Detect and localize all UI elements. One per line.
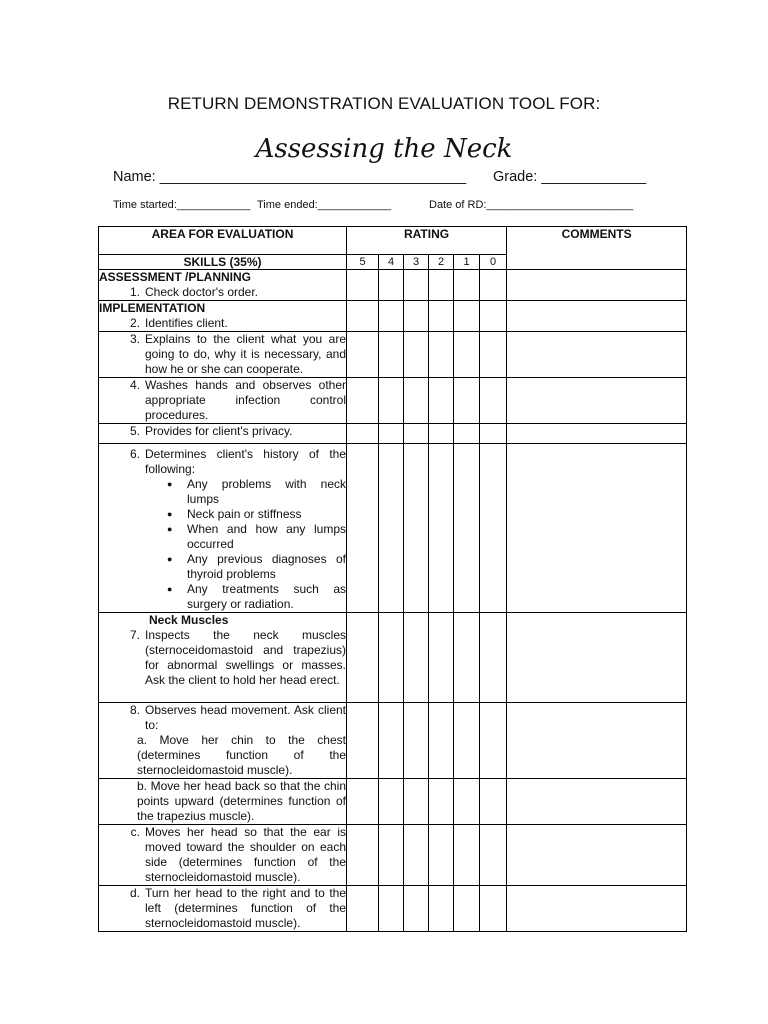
- rating-cell: [379, 301, 404, 332]
- rating-cell: [454, 703, 480, 779]
- rating-cell: [347, 779, 379, 825]
- rating-cell: [429, 779, 454, 825]
- rating-cell: [429, 886, 454, 932]
- table-row: [99, 703, 687, 779]
- rating-cell: [480, 424, 507, 444]
- rating-cell: [429, 378, 454, 424]
- rating-5: 5: [347, 255, 379, 270]
- item-8d-text: Turn her head to the right and to the left (determines function of the sternocleidomastoid muscle).: [145, 886, 346, 930]
- date-of-rd-label: Date of RD:________________________: [429, 199, 634, 211]
- table-row: [99, 378, 687, 424]
- item-7-text: Inspects the neck muscles (sternoceidomastoid and trapezius) for abnormal swellings or masses. Ask the client to hold her head erect.: [145, 628, 346, 687]
- row-item-8: 8. Observes head movement. Ask client to: a. Move her chin to the chest (determines function of the sternocleidomastoid muscle).: [99, 703, 347, 779]
- row-item-6: 6. Determines client's history of the following: ● Any problems with neck lumps ● Neck pain or stiffness ● When and how any lumps occurred ● Any previous diagnoses of thyroid problems ● Any treatments such as surgery or radiation.: [99, 444, 347, 613]
- list-item: ● Any treatments such as surgery or radiation.: [167, 582, 346, 612]
- rating-cell: [480, 779, 507, 825]
- rating-cell: [454, 332, 480, 378]
- table-row: [99, 332, 687, 378]
- rating-cell: [404, 424, 429, 444]
- comments-header: COMMENTS: [507, 227, 687, 270]
- rating-cell: [379, 270, 404, 301]
- rating-cell: [379, 332, 404, 378]
- area-header: AREA FOR EVALUATION: [99, 227, 347, 255]
- rating-cell: [404, 825, 429, 886]
- rating-cell: [347, 301, 379, 332]
- rating-cell: [480, 886, 507, 932]
- row-item-5: 5. Provides for client's privacy.: [99, 424, 347, 444]
- rating-cell: [404, 301, 429, 332]
- table-row: [99, 424, 687, 444]
- rating-cell: [404, 779, 429, 825]
- rating-cell: [404, 332, 429, 378]
- rating-cell: [507, 613, 687, 703]
- rating-cell: [480, 613, 507, 703]
- rating-cell: [347, 444, 379, 613]
- table-row: [99, 301, 687, 332]
- rating-cell: [429, 825, 454, 886]
- rating-4: 4: [379, 255, 404, 270]
- rating-cell: [379, 378, 404, 424]
- rating-cell: [404, 613, 429, 703]
- list-item: ● Any previous diagnoses of thyroid problems: [167, 552, 346, 582]
- rating-cell: [454, 424, 480, 444]
- rating-cell: [347, 886, 379, 932]
- rating-cell: [454, 270, 480, 301]
- row-item-7: Neck Muscles 7. Inspects the neck muscles (sternoceidomastoid and trapezius) for abnormal swellings or masses. Ask the client to hold her head erect.: [99, 613, 347, 703]
- table-row: [99, 886, 687, 932]
- section-neck-muscles: Neck Muscles: [149, 613, 229, 627]
- rating-cell: [347, 332, 379, 378]
- rating-cell: [507, 444, 687, 613]
- section-assessment: ASSESSMENT /PLANNING: [99, 270, 252, 284]
- rating-cell: [347, 378, 379, 424]
- rating-cell: [507, 301, 687, 332]
- name-field-label: Name: ______________________________________: [113, 169, 467, 185]
- row-item-8d: d. Turn her head to the right and to the left (determines function of the sternocleidomastoid muscle).: [99, 886, 347, 932]
- rating-cell: [429, 332, 454, 378]
- rating-cell: [454, 886, 480, 932]
- row-item-8b: [99, 779, 347, 825]
- row-item-4: 4. Washes hands and observes other appropriate infection control procedures.: [99, 378, 347, 424]
- document-title: RETURN DEMONSTRATION EVALUATION TOOL FOR:: [167, 94, 601, 113]
- item-6-bullets: [99, 477, 346, 612]
- rating-cell: [429, 613, 454, 703]
- rating-cell: [507, 424, 687, 444]
- rating-cell: [480, 703, 507, 779]
- rating-cell: [480, 270, 507, 301]
- item-8a-text: a. Move her chin to the chest (determines function of the sternocleidomastoid muscle).: [137, 733, 346, 777]
- item-1-text: Check doctor's order.: [145, 285, 259, 299]
- rating-cell: [379, 703, 404, 779]
- rating-cell: [429, 703, 454, 779]
- rating-cell: [379, 779, 404, 825]
- rating-cell: [347, 703, 379, 779]
- table-row: [99, 779, 687, 825]
- list-item: ● Neck pain or stiffness: [167, 507, 346, 522]
- rating-cell: [404, 378, 429, 424]
- rating-cell: [347, 424, 379, 444]
- item-8b-text: b. Move her head back so that the chin points upward (determines function of the trapezius muscle).: [137, 779, 346, 823]
- rating-cell: [454, 301, 480, 332]
- rating-cell: [379, 613, 404, 703]
- rating-cell: [404, 886, 429, 932]
- table-header-row: [99, 227, 687, 255]
- rating-cell: [379, 886, 404, 932]
- rating-cell: [454, 378, 480, 424]
- row-item-1: ASSESSMENT /PLANNING 1. Check doctor's order.: [99, 270, 347, 301]
- rating-cell: [507, 886, 687, 932]
- item-8-text: Observes head movement. Ask client to:: [145, 703, 346, 732]
- rating-cell: [404, 703, 429, 779]
- table-row: [99, 613, 687, 703]
- rating-cell: [480, 378, 507, 424]
- section-implementation: IMPLEMENTATION: [99, 301, 206, 315]
- rating-cell: [454, 779, 480, 825]
- rating-cell: [480, 825, 507, 886]
- rating-0: 0: [480, 255, 507, 270]
- rating-cell: [379, 444, 404, 613]
- table-row: [99, 444, 687, 613]
- rating-cell: [404, 444, 429, 613]
- rating-cell: [347, 825, 379, 886]
- rating-cell: [507, 779, 687, 825]
- rating-cell: [347, 613, 379, 703]
- rating-cell: [379, 424, 404, 444]
- item-4-text: Washes hands and observes other appropriate infection control procedures.: [145, 378, 346, 422]
- rating-cell: [480, 444, 507, 613]
- rating-3: 3: [404, 255, 429, 270]
- time-ended-label: Time ended:____________: [257, 199, 392, 211]
- row-item-8c: c. Moves her head so that the ear is moved toward the shoulder on each side (determines function of the sternocleidomastoid muscle).: [99, 825, 347, 886]
- time-date-line: [113, 199, 653, 211]
- rating-cell: [454, 444, 480, 613]
- item-8c-text: Moves her head so that the ear is moved toward the shoulder on each side (determines function of the sternocleidomastoid muscle).: [145, 825, 346, 884]
- rating-cell: [429, 444, 454, 613]
- rating-cell: [507, 378, 687, 424]
- rating-cell: [454, 613, 480, 703]
- rating-1: 1: [454, 255, 480, 270]
- rating-cell: [507, 825, 687, 886]
- row-item-3: 3. Explains to the client what you are going to do, why it is necessary, and how he or she can cooperate.: [99, 332, 347, 378]
- grade-field-label: Grade: _____________: [493, 169, 647, 185]
- rating-cell: [480, 332, 507, 378]
- evaluation-table: [98, 226, 687, 932]
- item-6-text: Determines client's history of the following:: [145, 447, 346, 476]
- list-item: ● Any problems with neck lumps: [167, 477, 346, 507]
- table-row: [99, 270, 687, 301]
- rating-cell: [507, 270, 687, 301]
- rating-2: 2: [429, 255, 454, 270]
- table-row: [99, 825, 687, 886]
- rating-cell: [429, 270, 454, 301]
- item-3-text: Explains to the client what you are going to do, why it is necessary, and how he or she can cooperate.: [145, 332, 346, 376]
- item-2-text: Identifies client.: [145, 316, 228, 330]
- rating-cell: [480, 301, 507, 332]
- list-item: ● When and how any lumps occurred: [167, 522, 346, 552]
- row-item-2: IMPLEMENTATION 2. Identifies client.: [99, 301, 347, 332]
- rating-cell: [507, 703, 687, 779]
- item-5-text: Provides for client's privacy.: [145, 424, 293, 438]
- document-subtitle: Assessing the Neck: [255, 134, 513, 164]
- time-started-label: Time started:____________: [113, 199, 251, 211]
- rating-header: RATING: [347, 227, 507, 255]
- rating-cell: [429, 424, 454, 444]
- rating-cell: [507, 332, 687, 378]
- skills-label: SKILLS (35%): [99, 255, 347, 270]
- rating-cell: [379, 825, 404, 886]
- rating-cell: [454, 825, 480, 886]
- rating-cell: [429, 301, 454, 332]
- name-grade-line: [113, 169, 653, 185]
- rating-cell: [347, 270, 379, 301]
- rating-cell: [404, 270, 429, 301]
